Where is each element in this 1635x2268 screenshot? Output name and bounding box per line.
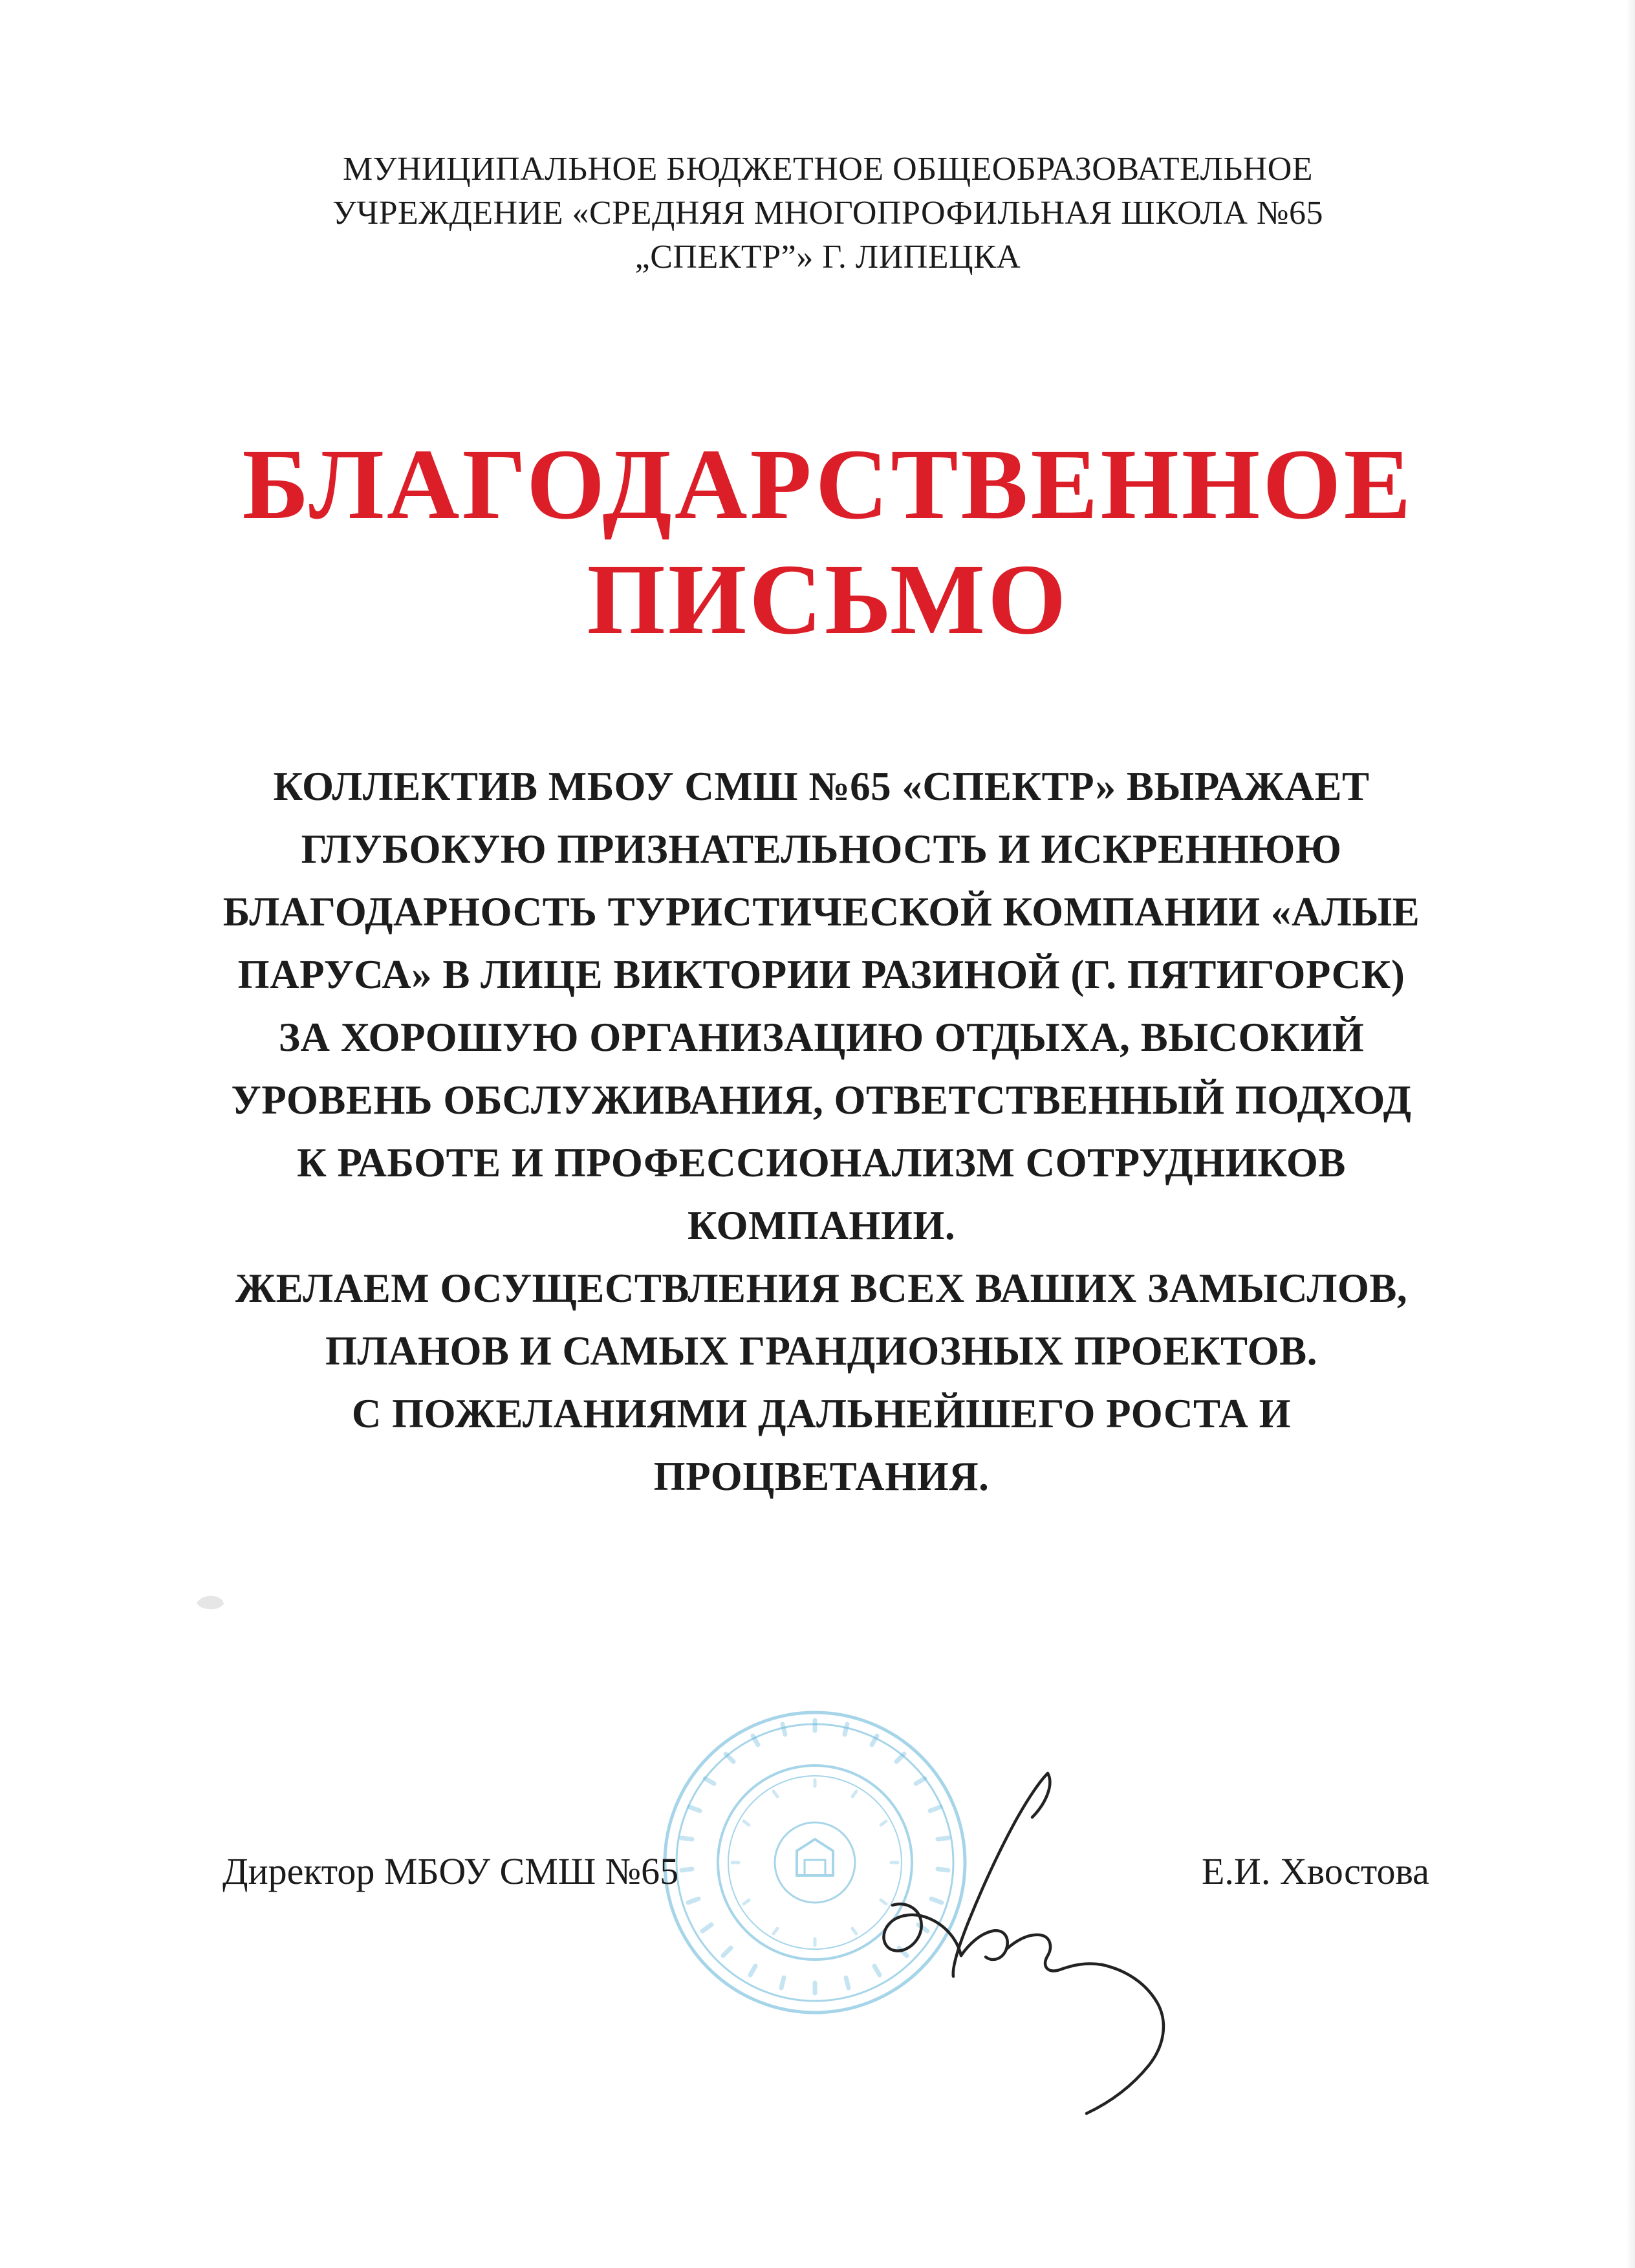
body-line: К РАБОТЕ И ПРОФЕССИОНАЛИЗМ СОТРУДНИКОВ — [297, 1140, 1346, 1185]
body-line: ЗА ХОРОШУЮ ОРГАНИЗАЦИЮ ОТДЫХА, ВЫСОКИЙ — [278, 1015, 1365, 1060]
header-line: УЧРЕЖДЕНИЕ «СРЕДНЯЯ МНОГОПРОФИЛЬНАЯ ШКОЛА №65 — [332, 195, 1323, 232]
paper-smudge — [194, 1591, 226, 1614]
header-line: МУНИЦИПАЛЬНОЕ БЮДЖЕТНОЕ ОБЩЕОБРАЗОВАТЕЛЬНОЕ — [342, 151, 1314, 188]
signatory-title: Директор МБОУ СМШ №65 — [222, 1850, 679, 1892]
handwritten-signature-icon — [854, 1759, 1190, 2121]
institution-header — [194, 147, 1462, 279]
body-line: ПАРУСА» В ЛИЦЕ ВИКТОРИИ РАЗИНОЙ (Г. ПЯТИГОРСК) — [237, 952, 1405, 997]
body-line: ПРОЦВЕТАНИЯ. — [653, 1454, 990, 1499]
body-line: С ПОЖЕЛАНИЯМИ ДАЛЬНЕЙШЕГО РОСТА И — [351, 1391, 1292, 1436]
body-line: ЖЕЛАЕМ ОСУЩЕСТВЛЕНИЯ ВСЕХ ВАШИХ ЗАМЫСЛОВ, — [235, 1266, 1408, 1311]
body-line: УРОВЕНЬ ОБСЛУЖИВАНИЯ, ОТВЕТСТВЕННЫЙ ПОДХОД — [231, 1077, 1412, 1123]
title-line: ПИСЬМО — [587, 543, 1069, 655]
page-edge-shadow — [1626, 0, 1635, 2268]
title-line: БЛАГОДАРСТВЕННОЕ — [242, 428, 1414, 540]
body-line: ГЛУБОКУЮ ПРИЗНАТЕЛЬНОСТЬ И ИСКРЕННЮЮ — [301, 826, 1342, 872]
letter-title — [129, 427, 1526, 657]
body-line: КОМПАНИИ. — [687, 1203, 956, 1248]
body-line: БЛАГОДАРНОСТЬ ТУРИСТИЧЕСКОЙ КОМПАНИИ «АЛЫЕ — [222, 889, 1420, 934]
signatory-name: Е.И. Хвостова — [1202, 1850, 1429, 1892]
body-line: ПЛАНОВ И САМЫХ ГРАНДИОЗНЫХ ПРОЕКТОВ. — [325, 1328, 1317, 1374]
header-line: „СПЕКТР”» Г. ЛИПЕЦКА — [634, 239, 1021, 275]
letter-body — [142, 755, 1500, 1508]
body-line: КОЛЛЕКТИВ МБОУ СМШ №65 «СПЕКТР» ВЫРАЖАЕТ — [273, 764, 1370, 809]
